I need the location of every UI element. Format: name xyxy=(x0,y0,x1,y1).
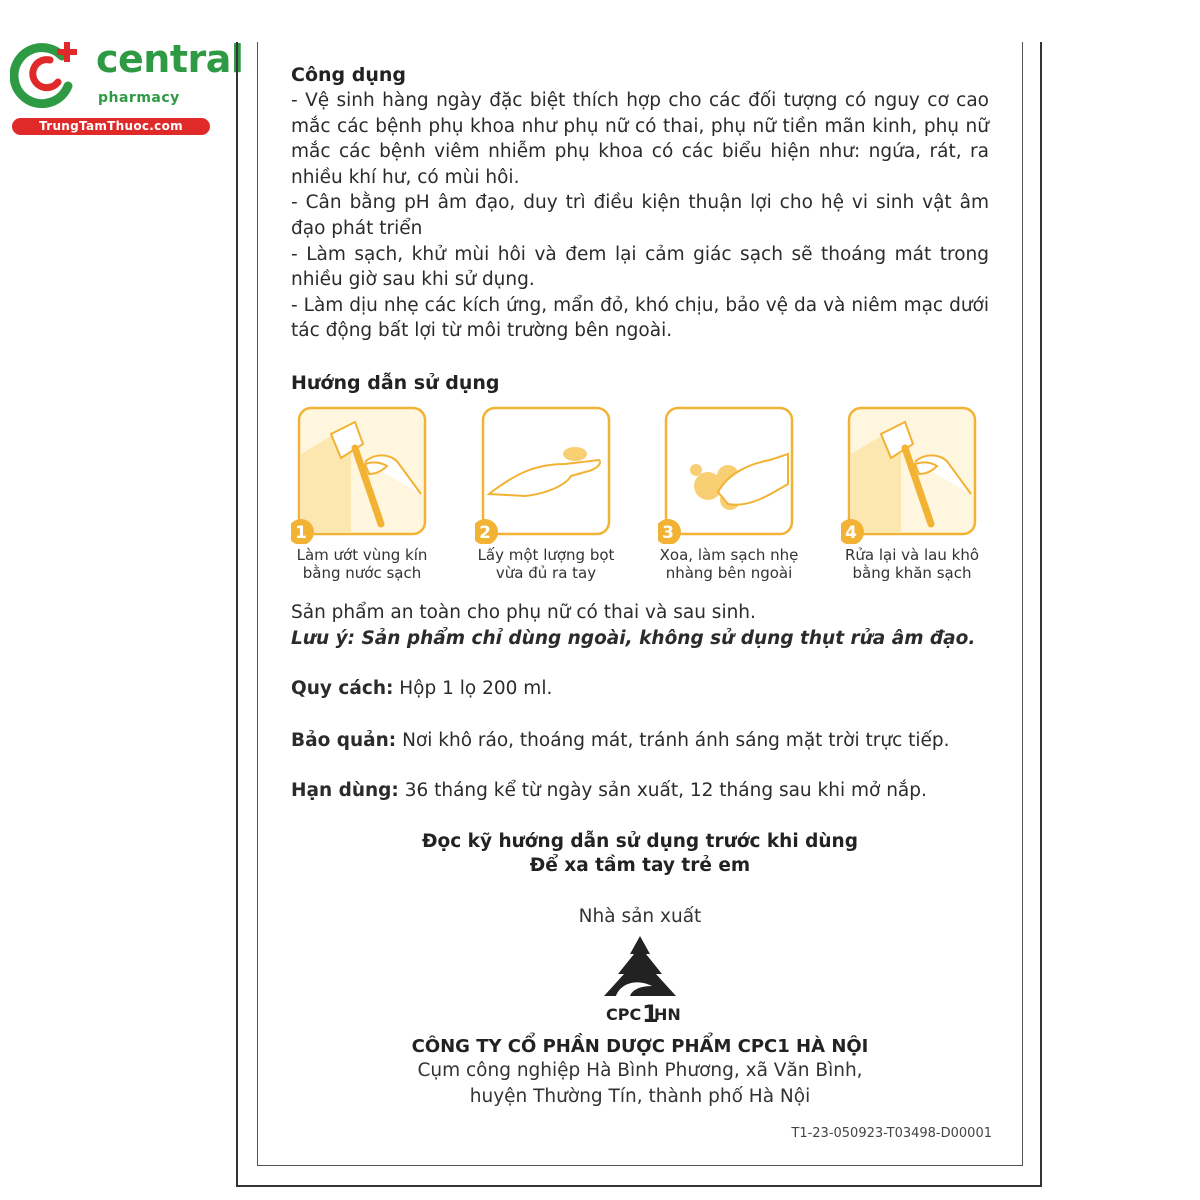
usage-steps xyxy=(291,404,991,594)
expiry-label: Hạn dùng: xyxy=(291,780,399,801)
company-address xyxy=(257,1058,1023,1110)
step-caption-line: Xoa, làm sạch nhẹ xyxy=(659,546,799,564)
cpc1-logo xyxy=(257,934,1023,1030)
brand-sub: pharmacy xyxy=(98,90,180,106)
uses-title: Công dụng xyxy=(291,64,406,86)
cpc1-logo-text: CPC xyxy=(606,1005,642,1024)
usage-title: Hướng dẫn sử dụng xyxy=(291,372,500,394)
step-caption-line: bằng nước sạch xyxy=(302,564,422,582)
address-line: huyện Thường Tín, thành phố Hà Nội xyxy=(469,1086,811,1107)
step-caption-line: bằng khăn sạch xyxy=(852,564,972,582)
step-caption-line: Rửa lại và lau khô xyxy=(844,546,980,564)
storage-label: Bảo quản: xyxy=(291,730,397,751)
step-caption xyxy=(841,546,983,582)
cpc1-logo-text: HN xyxy=(654,1005,681,1024)
packing-label: Quy cách: xyxy=(291,678,394,699)
document-code: T1-23-050923-T03498-D00001 xyxy=(791,1126,992,1141)
uses-item: - Làm dịu nhẹ các kích ứng, mẩn đỏ, khó chịu, bảo vệ da và niêm mạc dưới tác động bất lợi từ môi trường bên ngoài. xyxy=(291,294,989,342)
step-caption-line: vừa đủ ra tay xyxy=(495,564,597,582)
safety-text: Sản phẩm an toàn cho phụ nữ có thai và sau sinh. xyxy=(291,602,756,623)
expiry-row xyxy=(291,778,991,804)
brand-site[interactable]: TrungTamThuoc.com xyxy=(12,118,210,135)
warnings xyxy=(257,830,1023,878)
expiry-value: 36 tháng kể từ ngày sản xuất, 12 tháng sau khi mở nắp. xyxy=(398,780,927,801)
rinse-shower-icon xyxy=(841,404,983,544)
address-line: Cụm công nghiệp Hà Bình Phương, xã Văn Bình, xyxy=(417,1060,863,1081)
step-caption xyxy=(291,546,433,582)
manufacturer-label: Nhà sản xuất xyxy=(578,906,702,927)
storage-value: Nơi khô ráo, thoáng mát, tránh ánh sáng mặt trời trực tiếp. xyxy=(396,730,950,751)
company-name: CÔNG TY CỔ PHẦN DƯỢC PHẨM CPC1 HÀ NỘI xyxy=(411,1036,869,1057)
uses-item: - Vệ sinh hàng ngày đặc biệt thích hợp cho các đối tượng có nguy cơ cao mắc các bệnh phụ khoa như phụ nữ có thai, phụ nữ tiền mãn kinh, phụ nữ mắc các bệnh viêm nhiễm phụ khoa có các biểu hiện như: ngứa, rát, ra nhiều khí hư, có mùi hôi. xyxy=(291,90,989,188)
uses-item: - Làm sạch, khử mùi hôi và đem lại cảm giác sạch sẽ thoáng mát trong nhiều giờ sau khi sử dụng. xyxy=(291,243,989,291)
step-number: 1 xyxy=(295,523,307,543)
uses-section xyxy=(291,62,989,344)
step-caption xyxy=(658,546,800,582)
uses-item: - Cân bằng pH âm đạo, duy trì điều kiện thuận lợi cho hệ vi sinh vật âm đạo phát triển xyxy=(291,192,989,239)
packing-row xyxy=(291,676,991,702)
brand-name: central xyxy=(96,37,244,81)
step-caption xyxy=(475,546,617,582)
usage-step xyxy=(658,404,800,582)
step-caption-line: nhàng bên ngoài xyxy=(665,564,793,582)
usage-step xyxy=(291,404,433,582)
usage-step xyxy=(841,404,983,582)
note-text: Lưu ý: Sản phẩm chỉ dùng ngoài, không sử dụng thụt rửa âm đạo. xyxy=(291,627,976,649)
step-number: 3 xyxy=(662,523,674,543)
cpc1-logo-icon xyxy=(580,934,700,1026)
rub-bubbles-icon xyxy=(658,404,800,544)
usage-step xyxy=(475,404,617,582)
warning-line: Để xa tầm tay trẻ em xyxy=(529,855,751,876)
foam-hand-icon xyxy=(475,404,617,544)
storage-row xyxy=(291,728,991,754)
step-number: 4 xyxy=(845,523,857,543)
central-logo-icon xyxy=(10,38,90,108)
cpc1-logo-text: 1 xyxy=(642,1000,659,1026)
shower-hand-icon xyxy=(291,404,433,544)
warning-line: Đọc kỹ hướng dẫn sử dụng trước khi dùng xyxy=(422,831,858,852)
usage-section xyxy=(291,370,500,396)
step-caption-line: Làm ướt vùng kín xyxy=(296,546,428,564)
central-pharmacy-logo[interactable] xyxy=(10,37,244,138)
packing-value: Hộp 1 lọ 200 ml. xyxy=(393,678,553,699)
step-caption-line: Lấy một lượng bọt xyxy=(477,546,615,564)
step-number: 2 xyxy=(479,523,491,543)
safety-block xyxy=(291,600,991,651)
